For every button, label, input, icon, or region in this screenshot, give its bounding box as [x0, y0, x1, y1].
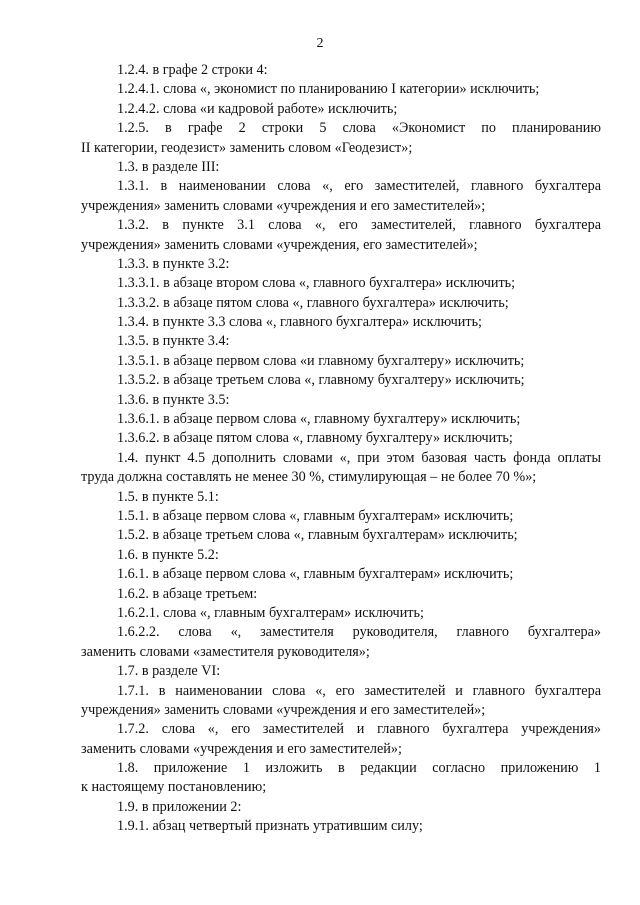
text-line: 1.3.6.1. в абзаце первом слова «, главному бухгалтеру» исключить; — [117, 411, 521, 428]
page-number: 2 — [316, 36, 324, 51]
text-line: заменить словами «заместителя руководителя»; — [81, 643, 370, 660]
text-line: II категории, геодезист» заменить словом «Геодезист»; — [81, 139, 413, 156]
text-line: 1.5.1. в абзаце первом слова «, главным бухгалтерам» исключить; — [117, 507, 514, 524]
text-line: 1.3.5.1. в абзаце первом слова «и главному бухгалтеру» исключить; — [117, 352, 525, 369]
text-line: 1.7.1. в наименовании слова «, его заместителей и главного бухгалтера — [117, 682, 601, 699]
text-line: 1.7. в разделе VI: — [117, 663, 221, 680]
text-line: 1.3.5.2. в абзаце третьем слова «, главному бухгалтеру» исключить; — [117, 372, 525, 389]
text-line: 1.8. приложение 1 изложить в редакции согласно приложению 1 — [117, 760, 601, 777]
text-line: 1.3.3.1. в абзаце втором слова «, главного бухгалтера» исключить; — [117, 275, 516, 292]
text-line: труда должна составлять не менее 30 %, стимулирующая – не более 70 %»; — [81, 469, 537, 486]
text-line: учреждения» заменить словами «учреждения и его заместителей»; — [81, 197, 486, 214]
text-line: к настоящему постановлению; — [81, 779, 267, 796]
text-line: учреждения» заменить словами «учреждения и его заместителей»; — [81, 701, 486, 718]
text-line: 1.2.5. в графе 2 строки 5 слова «Экономист по планированию — [117, 120, 601, 137]
text-line: 1.6.1. в абзаце первом слова «, главным бухгалтерам» исключить; — [117, 566, 514, 583]
text-line: 1.2.4. в графе 2 строки 4: — [117, 62, 268, 78]
text-line: заменить словами «учреждения и его заместителей»; — [81, 740, 402, 757]
text-line: 1.3.6. в пункте 3.5: — [117, 391, 230, 408]
text-line: 1.7.2. слова «, его заместителей и главного бухгалтера учреждения» — [117, 721, 601, 738]
text-line: 1.5. в пункте 5.1: — [117, 488, 219, 505]
text-line: 1.9. в приложении 2: — [117, 798, 242, 815]
text-line: 1.6. в пункте 5.2: — [117, 546, 219, 563]
text-line: 1.2.4.2. слова «и кадровой работе» исключить; — [117, 100, 398, 117]
text-line: 1.4. пункт 4.5 дополнить словами «, при этом базовая часть фонда оплаты — [117, 449, 601, 466]
text-line: 1.3.4. в пункте 3.3 слова «, главного бухгалтера» исключить; — [117, 314, 482, 331]
text-line: 1.6.2.1. слова «, главным бухгалтерам» исключить; — [117, 604, 424, 621]
text-line: 1.3.6.2. в абзаце пятом слова «, главному бухгалтеру» исключить; — [117, 430, 513, 447]
text-line: 1.5.2. в абзаце третьем слова «, главным бухгалтерам» исключить; — [117, 527, 518, 544]
text-line: 1.3.3. в пункте 3.2: — [117, 255, 230, 272]
text-line: 1.3.2. в пункте 3.1 слова «, его заместителей, главного бухгалтера — [117, 217, 601, 234]
text-line: 1.6.2. в абзаце третьем: — [117, 585, 258, 602]
document-body — [81, 61, 601, 837]
text-line: 1.9.1. абзац четвертый признать утратившим силу; — [117, 818, 423, 835]
text-line: учреждения» заменить словами «учреждения, его заместителей»; — [81, 236, 478, 253]
text-line: 1.2.4.1. слова «, экономист по планированию I категории» исключить; — [117, 81, 540, 98]
text-line: 1.3. в разделе III: — [117, 158, 220, 175]
text-line: 1.3.5. в пункте 3.4: — [117, 333, 230, 350]
text-line: 1.3.3.2. в абзаце пятом слова «, главного бухгалтера» исключить; — [117, 294, 509, 311]
text-line: 1.3.1. в наименовании слова «, его заместителей, главного бухгалтера — [117, 178, 601, 195]
text-line: 1.6.2.2. слова «, заместителя руководителя, главного бухгалтера» — [117, 624, 601, 641]
